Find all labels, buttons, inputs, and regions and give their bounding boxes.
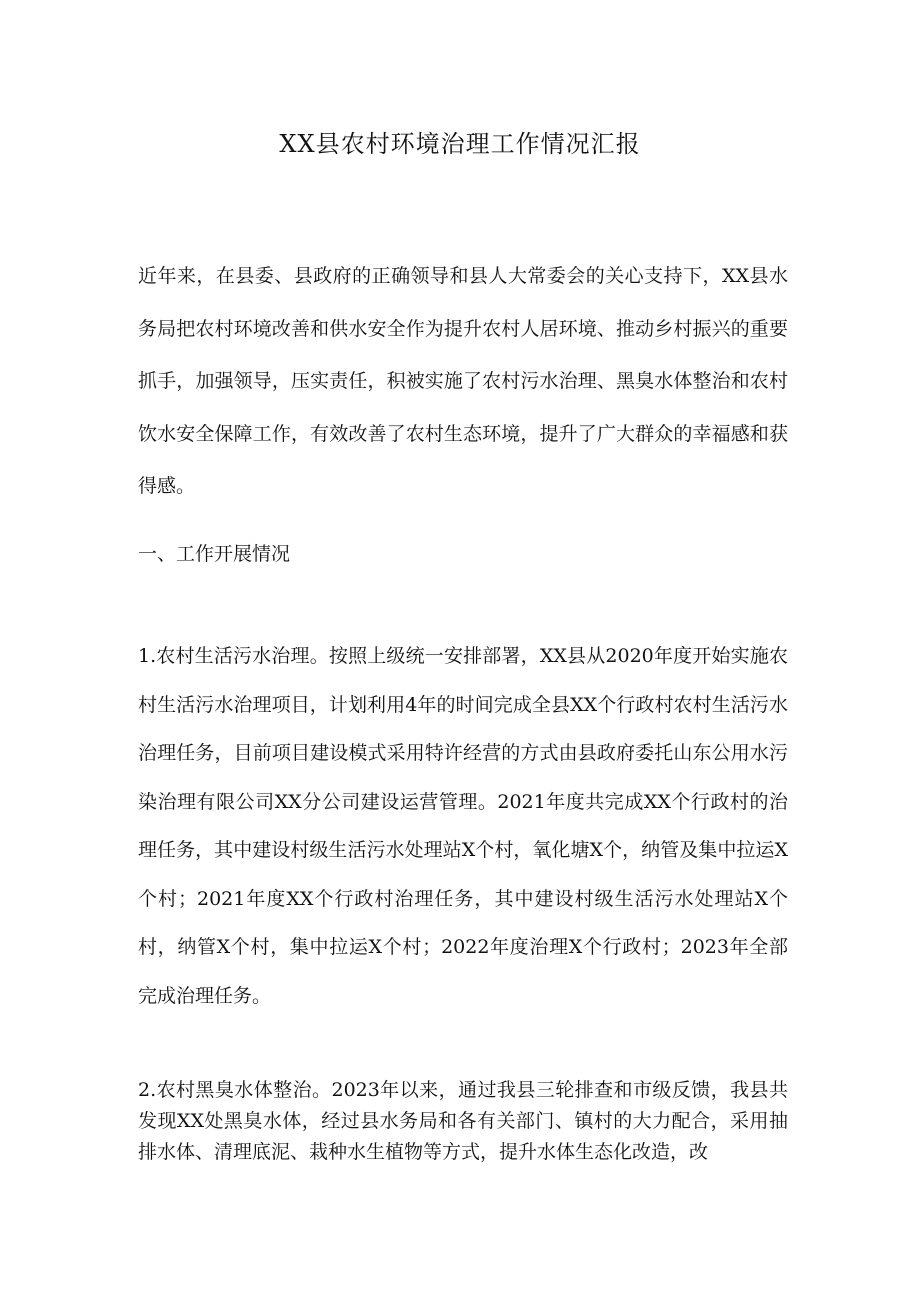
document-title: XX县农村环境治理工作情况汇报 bbox=[279, 130, 641, 158]
item-1-paragraph: 1.农村生活污水治理。按照上级统一安排部署，XX县从2020年度开始实施农村生活污水治理项目，计划利用4年的时间完成全县XX个行政村农村生活污水治理任务，目前项目建设模式采用特许经营的方式由县政府委托山东公用水污染治理有限公司XX分公司建设运营管理。2021年度共完成XX个行政村的治理任务，其中建设村级生活污水处理站X个村，氧化塘X个，纳管及集中拉运X个村；2021年度XX个行政村治理任务，其中建设村级生活污水处理站X个村，纳管X个村，集中拉运X个村；2022年度治理X个行政村；2023年全部完成治理任务。 bbox=[138, 645, 788, 1007]
item-2-paragraph: 2.农村黑臭水体整治。2023年以来，通过我县三轮排查和市级反馈，我县共发现XX处黑臭水体，经过县水务局和各有关部门、镇村的大力配合，采用抽排水体、清理底泥、栽种水生植物等方式，提升水体生态化改造，改 bbox=[138, 1079, 788, 1163]
section-heading: 一、工作开展情况 bbox=[138, 543, 291, 565]
intro-paragraph: 近年来，在县委、县政府的正确领导和县人大常委会的关心支持下，XX县水务局把农村环境改善和供水安全作为提升农村人居环境、推动乡村振兴的重要抓手，加强领导，压实责任，积被实施了农村污水治理、黑臭水体整治和农村饮水安全保障工作，有效改善了农村生态环境，提升了广大群众的幸福感和获得感。 bbox=[138, 265, 788, 497]
